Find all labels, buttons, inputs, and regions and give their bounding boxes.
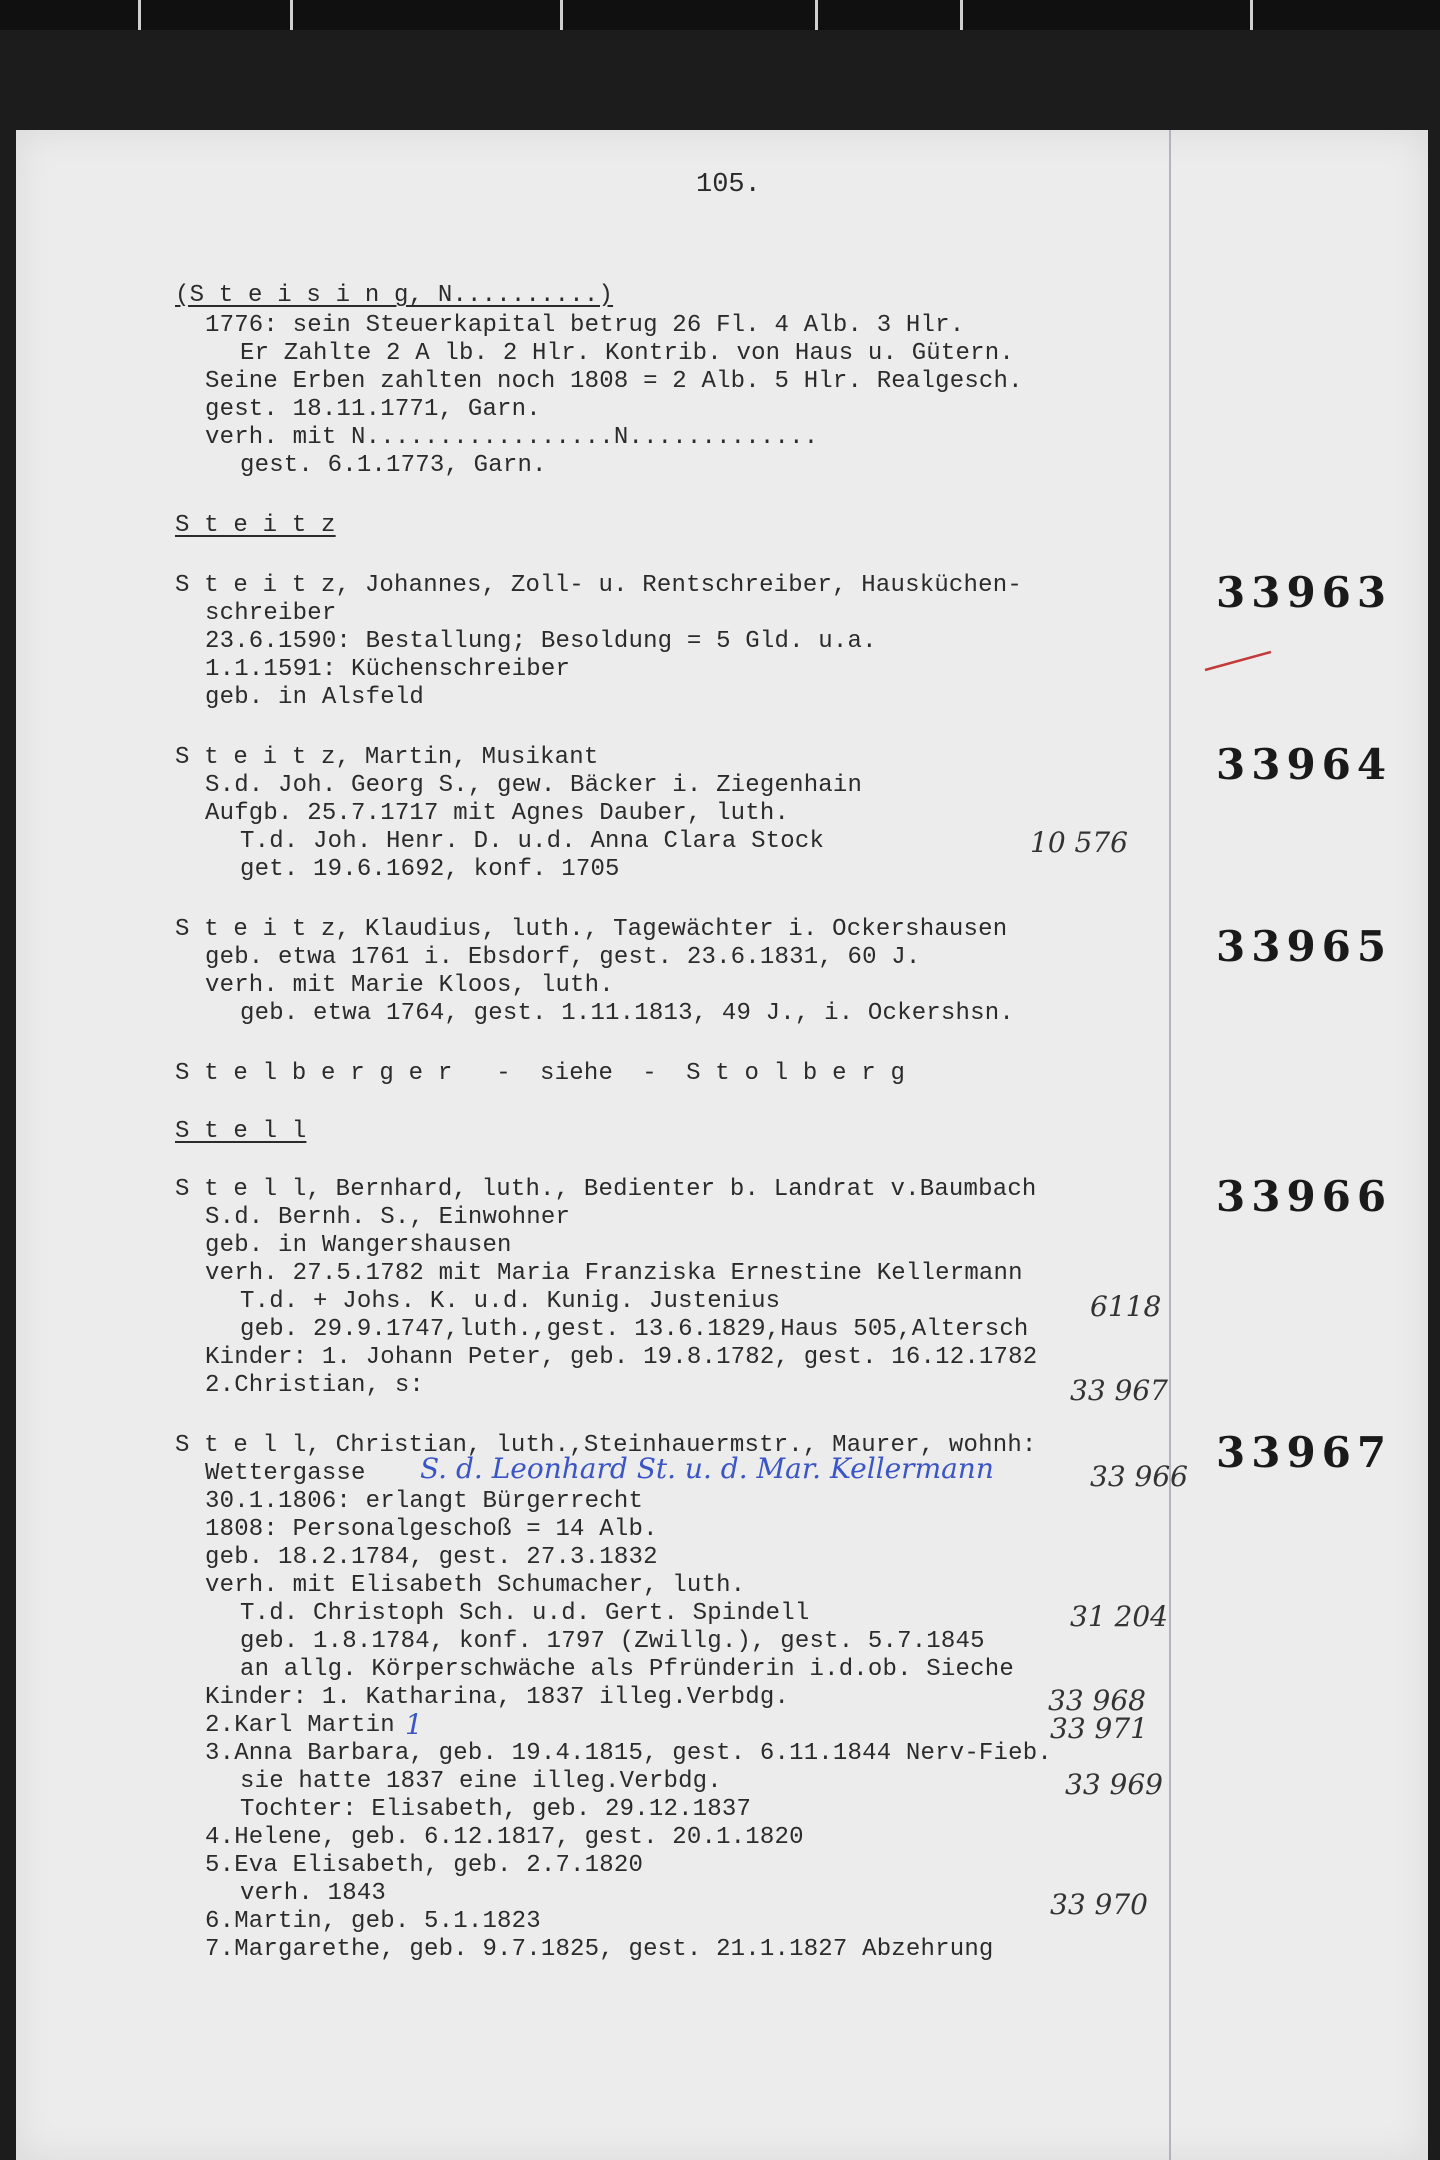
text-line: S t e l l bbox=[175, 1118, 307, 1145]
text-line: 6.Martin, geb. 5.1.1823 bbox=[205, 1908, 541, 1935]
text-line: verh. 1843 bbox=[240, 1880, 387, 1907]
text-line: gest. 6.1.1773, Garn. bbox=[240, 452, 547, 479]
text-line: Er Zahlte 2 A lb. 2 Hlr. Kontrib. von Haus u. Gütern. bbox=[240, 340, 1014, 367]
text-line: 1.1.1591: Küchenschreiber bbox=[205, 656, 571, 683]
text-line: S t e i t z, Johannes, Zoll- u. Rentschreiber, Hausküchen- bbox=[175, 572, 1022, 599]
scanner-top-strip bbox=[0, 0, 1440, 30]
text-line: geb. in Wangershausen bbox=[205, 1232, 512, 1259]
page-number: 105. bbox=[696, 170, 761, 200]
text-line: 2.Karl Martin bbox=[205, 1712, 395, 1739]
text-line: 30.1.1806: erlangt Bürgerrecht bbox=[205, 1488, 644, 1515]
handwritten-note: 1 bbox=[405, 1708, 423, 1741]
text-line: geb. 29.9.1747,luth.,gest. 13.6.1829,Haus 505,Altersch bbox=[240, 1316, 1029, 1343]
text-line: 5.Eva Elisabeth, geb. 2.7.1820 bbox=[205, 1852, 644, 1879]
text-line: S t e l b e r g e r - siehe - S t o l b e r g bbox=[175, 1060, 906, 1087]
handwritten-note: 33 971 bbox=[1050, 1712, 1148, 1745]
strip-tick bbox=[1250, 0, 1253, 30]
text-line: T.d. Christoph Sch. u.d. Gert. Spindell bbox=[240, 1600, 810, 1627]
text-line: verh. mit N.................N............. bbox=[205, 424, 819, 451]
text-line: geb. 18.2.1784, gest. 27.3.1832 bbox=[205, 1544, 658, 1571]
strip-tick bbox=[138, 0, 141, 30]
text-line: Wettergasse bbox=[205, 1460, 366, 1487]
handwritten-note: S. d. Leonhard St. u. d. Mar. Kellermann bbox=[420, 1452, 994, 1485]
text-line: sie hatte 1837 eine illeg.Verbdg. bbox=[240, 1768, 722, 1795]
text-line: 7.Margarethe, geb. 9.7.1825, gest. 21.1.1827 Abzehrung bbox=[205, 1936, 994, 1963]
text-line: verh. 27.5.1782 mit Maria Franziska Ernestine Kellermann bbox=[205, 1260, 1023, 1287]
text-line: an allg. Körperschwäche als Pfründerin i.d.ob. Sieche bbox=[240, 1656, 1014, 1683]
red-check-mark bbox=[1201, 642, 1281, 682]
text-line: geb. etwa 1761 i. Ebsdorf, gest. 23.6.1831, 60 J. bbox=[205, 944, 921, 971]
text-line: T.d. Joh. Henr. D. u.d. Anna Clara Stock bbox=[240, 828, 825, 855]
handwritten-note: 33 970 bbox=[1050, 1888, 1148, 1921]
text-line: S t e l l, Christian, luth.,Steinhauermstr., Maurer, wohnh: bbox=[175, 1432, 1037, 1459]
text-line: T.d. + Johs. K. u.d. Kunig. Justenius bbox=[240, 1288, 781, 1315]
text-line: get. 19.6.1692, konf. 1705 bbox=[240, 856, 620, 883]
text-line: 23.6.1590: Bestallung; Besoldung = 5 Gld. u.a. bbox=[205, 628, 877, 655]
text-line: schreiber bbox=[205, 600, 337, 627]
text-line: S.d. Joh. Georg S., gew. Bäcker i. Ziegenhain bbox=[205, 772, 863, 799]
handwritten-note: 33 967 bbox=[1070, 1374, 1168, 1407]
text-line: S t e i t z, Klaudius, luth., Tagewächter i. Ockershausen bbox=[175, 916, 1008, 943]
text-line: Tochter: Elisabeth, geb. 29.12.1837 bbox=[240, 1796, 752, 1823]
strip-tick bbox=[290, 0, 293, 30]
handwritten-note: 33 966 bbox=[1090, 1460, 1188, 1493]
text-line: 4.Helene, geb. 6.12.1817, gest. 20.1.1820 bbox=[205, 1824, 804, 1851]
text-line: Aufgb. 25.7.1717 mit Agnes Dauber, luth. bbox=[205, 800, 790, 827]
margin-rule bbox=[1169, 130, 1171, 2160]
strip-tick bbox=[560, 0, 563, 30]
strip-tick bbox=[815, 0, 818, 30]
text-line: verh. mit Marie Kloos, luth. bbox=[205, 972, 614, 999]
text-line: S t e i t z bbox=[175, 512, 336, 539]
strip-tick bbox=[960, 0, 963, 30]
text-line: Kinder: 1. Johann Peter, geb. 19.8.1782, gest. 16.12.1782 bbox=[205, 1344, 1038, 1371]
handwritten-note: 6118 bbox=[1090, 1290, 1162, 1323]
text-line: gest. 18.11.1771, Garn. bbox=[205, 396, 541, 423]
text-line: 2.Christian, s: bbox=[205, 1372, 425, 1399]
record-number: 33963 bbox=[1216, 568, 1393, 617]
text-line: Seine Erben zahlten noch 1808 = 2 Alb. 5 Hlr. Realgesch. bbox=[205, 368, 1023, 395]
text-line: S t e l l, Bernhard, luth., Bedienter b. Landrat v.Baumbach bbox=[175, 1176, 1037, 1203]
record-number: 33967 bbox=[1216, 1428, 1393, 1477]
text-line: geb. etwa 1764, gest. 1.11.1813, 49 J., i. Ockershsn. bbox=[240, 1000, 1014, 1027]
record-number: 33965 bbox=[1216, 922, 1393, 971]
text-line: Kinder: 1. Katharina, 1837 illeg.Verbdg. bbox=[205, 1684, 790, 1711]
record-number: 33964 bbox=[1216, 740, 1393, 789]
text-line: 1776: sein Steuerkapital betrug 26 Fl. 4 Alb. 3 Hlr. bbox=[205, 312, 965, 339]
text-line: S t e i t z, Martin, Musikant bbox=[175, 744, 599, 771]
text-line: geb. 1.8.1784, konf. 1797 (Zwillg.), gest. 5.7.1845 bbox=[240, 1628, 985, 1655]
handwritten-note: 33 969 bbox=[1065, 1768, 1163, 1801]
text-line: S.d. Bernh. S., Einwohner bbox=[205, 1204, 571, 1231]
handwritten-note: 31 204 bbox=[1070, 1600, 1168, 1633]
text-line: 3.Anna Barbara, geb. 19.4.1815, gest. 6.11.1844 Nerv-Fieb. bbox=[205, 1740, 1052, 1767]
text-line: geb. in Alsfeld bbox=[205, 684, 425, 711]
text-line: 1808: Personalgeschoß = 14 Alb. bbox=[205, 1516, 658, 1543]
handwritten-note: 10 576 bbox=[1030, 826, 1128, 859]
handwritten-note: 33 968 bbox=[1048, 1684, 1146, 1717]
text-line: verh. mit Elisabeth Schumacher, luth. bbox=[205, 1572, 746, 1599]
record-number: 33966 bbox=[1216, 1172, 1393, 1221]
document-page bbox=[16, 130, 1428, 2160]
text-line: (S t e i s i n g, N..........) bbox=[175, 282, 614, 309]
